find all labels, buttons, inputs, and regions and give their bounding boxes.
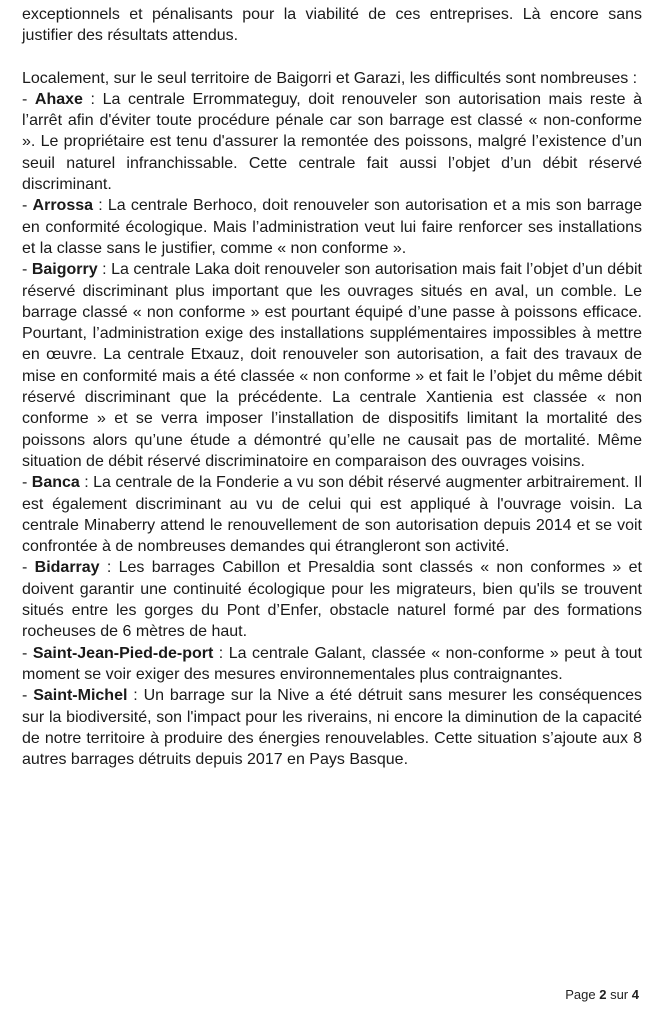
item-text: : Les barrages Cabillon et Presaldia sont classés « non conformes » et doivent garantir une continuité écologique pour les migrateurs, bien qu'ils se trouvent situés entre les gorges du Pont d’Enfer, obstacle naturel formé par des formations rocheuses de 6 mètres de haut. [22, 559, 642, 641]
place-name: Baigorry [31, 261, 98, 279]
list-dash: - [22, 90, 35, 108]
intro-continuation: exceptionnels et pénalisants pour la viabilité de ces entreprises. Là encore sans justifier des résultats attendus. [22, 6, 642, 45]
list-dash: - [22, 261, 32, 279]
page-word: Page [565, 987, 600, 1002]
page-number-footer [565, 987, 639, 1002]
list-item-baigorry [22, 259, 642, 472]
item-text: : La centrale Errommateguy, doit renouveler son autorisation mais reste à l’arrêt afin d'éviter toute procédure pénale car son barrage est classé « non-conforme ». Le propriétaire est tenu d'assurer la remontée des poissons, malgré l’existence d’un seuil naturel infranchissable. Cette centrale fait aussi l’objet d’un débit réservé discriminant. [22, 90, 642, 194]
place-name: Ahaxe [34, 90, 83, 108]
place-name: Banca [31, 474, 80, 492]
list-item-banca [22, 472, 642, 557]
list-dash: - [22, 644, 33, 662]
list-item-saint-michel [22, 685, 642, 770]
list-item-bidarray [22, 557, 642, 642]
intro-local-paragraph: Localement, sur le seul territoire de Baigorri et Garazi, les difficultés sont nombreuses : [22, 69, 638, 87]
item-text: : La centrale Berhoco, doit renouveler son autorisation et a mis son barrage en conformité écologique. Mais l’administration veut lui faire renforcer ses installations et la classe sans le justifier, comme « non conforme ». [22, 197, 642, 257]
document-page [22, 4, 642, 770]
paragraph-gap [22, 47, 642, 68]
list-dash: - [22, 197, 33, 215]
current-page-number: 2 [599, 987, 607, 1002]
list-item-ahaxe [22, 89, 642, 195]
place-name: Arrossa [32, 197, 94, 215]
list-dash: - [22, 687, 34, 705]
of-word: sur [606, 987, 632, 1002]
item-text: : La centrale Laka doit renouveler son autorisation mais fait l’objet d’un débit réservé discriminant plus important que les ouvrages situés en aval, un comble. Le barrage classé « non conforme » est pourtant équipé d’une passe à poissons efficace. Pourtant, l’administration exige des installations supplémentaires impossibles à mettre en œuvre. La centrale Etxauz, doit renouveler son autorisation, a fait des travaux de mise en conformité mais a été classée « non conforme » et fait le l’objet du même débit réservé discriminant que la précédente. La centrale Xantienia est classée « non conforme » et se verra imposer l’installation de dispositifs limitant la mortalité des poissons alors qu’une étude a démontré qu’elle ne causait pas de mortalité. Même situation de débit réservé discriminatoire en comparaison des ouvrages voisins. [22, 261, 642, 470]
place-name: Saint-Jean-Pied-de-port [32, 644, 214, 662]
list-item-arrossa [22, 195, 642, 259]
item-text: : Un barrage sur la Nive a été détruit sans mesurer les conséquences sur la biodiversité, son l'impact pour les riverains, ni encore la diminution de la capacité de notre territoire à produire des énergies renouvelables. Cette situation s’ajoute aux 8 autres barrages détruits depuis 2017 en Pays Basque. [22, 687, 642, 769]
place-name: Bidarray [34, 559, 100, 577]
list-dash: - [22, 559, 35, 577]
place-name: Saint-Michel [33, 687, 128, 705]
total-page-count: 4 [631, 987, 639, 1002]
list-dash: - [22, 474, 32, 492]
item-text: : La centrale Galant, classée « non-conforme » peut à tout moment se voir exiger des mesures environnementales plus contraignantes. [22, 644, 642, 683]
list-item-saint-jean-pied-de-port [22, 643, 642, 686]
item-text: : La centrale de la Fonderie a vu son débit réservé augmenter arbitrairement. Il est également discriminant au vu de celui qui est appliqué à l'ouvrage voisin. La centrale Minaberry attend le renouvellement de son autorisation depuis 2014 et se voit confrontée à de nombreuses demandes qui étrangleront son activité. [22, 474, 642, 556]
